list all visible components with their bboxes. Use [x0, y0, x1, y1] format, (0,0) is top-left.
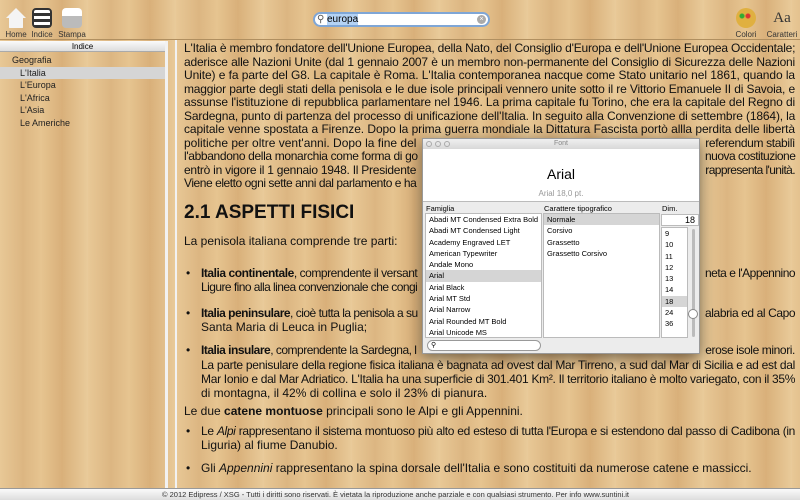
list-item[interactable]: Corsivo	[547, 226, 573, 236]
text-fragment: , comprendente il versant	[293, 266, 418, 280]
list-item[interactable]: Academy Engraved LET	[429, 237, 511, 247]
text-line: capitale venne spostata a Firenze. Dopo la prima guerra mondiale la Dittatura Fascista portò allla perdita delle libertà	[184, 122, 795, 136]
sidebar-item-italia[interactable]: L'Italia	[0, 67, 165, 80]
text-line: Mar Ionio e dal Mar Adriatico. L'Italia ha una superficie di 301.401 Km². Il territorio italiano è molto variegato, con il 35%	[201, 372, 796, 386]
text-fragment: rappresenta l'unità.	[705, 162, 795, 177]
text-fragment: erose isole minori.	[705, 343, 795, 357]
text-fragment: neta e l'Appennino	[705, 266, 796, 280]
sidebar-item-asia[interactable]: L'Asia	[20, 105, 45, 115]
home-icon	[6, 8, 26, 28]
text-line: Unite) e fa parte del G8. La capitale è Roma. L'Italia contemporanea nacque come Stato unitario nel 1861, quando la	[184, 68, 795, 82]
bullet-dot: •	[186, 424, 190, 438]
text-fragment: alabria ed al Capo	[705, 306, 796, 320]
text-fragment: referendum stabilì	[705, 135, 795, 150]
minimize-button[interactable]	[435, 141, 441, 147]
bold-term: catene montuose	[224, 404, 323, 418]
bullet-alpi	[186, 424, 796, 438]
sidebar-item-africa[interactable]: L'Africa	[20, 92, 50, 103]
search-icon: ⚲	[431, 342, 437, 349]
bullet-dot: •	[186, 343, 191, 357]
list-item[interactable]: 36	[665, 319, 674, 329]
font-panel-titlebar[interactable]	[423, 139, 699, 149]
list-item[interactable]: Normale	[544, 214, 659, 225]
sidebar-item-americhe[interactable]: Le Americhe	[20, 117, 71, 128]
section-heading: 2.1 ASPETTI FISICI	[184, 202, 355, 223]
colors-label: Colori	[735, 30, 757, 39]
clear-search-icon[interactable]: ×	[477, 15, 486, 24]
font-panel-title: Font	[553, 140, 568, 147]
list-item[interactable]: Abadi MT Condensed Extra Bold	[429, 215, 539, 224]
search-icon: ⚲	[317, 14, 325, 25]
text-fragment: Gli	[201, 461, 219, 475]
printer-icon	[62, 8, 82, 28]
index-label: Indice	[31, 30, 53, 39]
list-item[interactable]: 10	[665, 240, 674, 250]
text-line: La parte penisulare della regione fisica italiana è bagnata ad ovest dal Mar Tirreno, a sud dal Mar di Sicilia e ad est dal	[201, 358, 795, 372]
text-fragment: principali sono le Alpi e gli Appennini.	[322, 404, 523, 418]
bold-term: Italia peninsulare	[201, 306, 291, 320]
list-item[interactable]: 9	[665, 229, 670, 238]
font-panel	[422, 138, 700, 354]
size-list[interactable]	[661, 227, 688, 338]
text-fragment: politiche per oltre vent'anni. Dopo la fine del	[184, 135, 417, 150]
bullet-appennini	[186, 461, 795, 475]
list-item[interactable]: Arial	[426, 270, 541, 281]
slider-thumb[interactable]	[688, 309, 698, 319]
list-item[interactable]: 11	[665, 251, 673, 261]
text-fragment	[201, 266, 418, 280]
list-item[interactable]: Grassetto	[547, 237, 580, 247]
preview-info: Arial 18,0 pt.	[538, 189, 584, 198]
list-item[interactable]: Arial Narrow	[429, 305, 471, 315]
text-fragment: , comprendente la Sardegna, l	[270, 343, 417, 357]
font-icon: Aa	[773, 10, 791, 26]
font-preview	[423, 149, 699, 202]
print-button[interactable]	[56, 8, 88, 39]
list-item[interactable]: 13	[665, 274, 674, 284]
list-icon	[32, 8, 52, 28]
sidebar-header: Indice	[0, 41, 165, 52]
family-header: Famiglia	[426, 204, 455, 213]
text-line: Liguria) al fiume Danubio.	[201, 438, 338, 452]
preview-text: Arial	[546, 166, 575, 182]
list-item[interactable]: 12	[665, 262, 674, 272]
text-fragment: Viene eletto ogni sette anni dal parlamento e ha	[184, 176, 417, 190]
style-list[interactable]	[543, 213, 660, 338]
text-fragment: rappresentano la spina dorsale dell'Italia e sono costituiti da numerose catene e massicci.	[272, 461, 752, 475]
sidebar	[0, 41, 168, 488]
bullet-dot: •	[186, 306, 191, 320]
index-button[interactable]	[26, 8, 58, 39]
intro-text: La penisola italiana comprende tre parti:	[184, 234, 398, 248]
bullet-dot: •	[186, 461, 191, 475]
search-input[interactable]	[313, 12, 490, 27]
list-item[interactable]: 24	[665, 308, 674, 318]
fonts-label: Caratteri	[766, 30, 798, 39]
text-fragment: nuova costituzione	[705, 149, 796, 163]
text-line: L'Italia è membro fondatore dell'Unione Europea, della Nato, del Consiglio d'Europa e dell'Unione Europea Occidentale;	[184, 41, 796, 55]
text-fragment: l'abbandono della monarchia come forma di go	[184, 149, 418, 163]
text-fragment	[201, 306, 418, 320]
bold-term: Italia continentale	[201, 266, 294, 280]
font-search-input[interactable]	[427, 340, 541, 351]
text-fragment: rappresentano il sistema montuoso più alto ed esteso di tutta l'Europa e si estendono dal passo di Cadibona (in	[235, 424, 796, 438]
text-line: assunse l'istituzione di repubblica parlamentare nel 1946. La prima capitale fu Torino, che era la capitale del Regno di	[184, 95, 796, 109]
style-header: Carattere tipografico	[544, 204, 612, 213]
zoom-button[interactable]	[444, 141, 450, 147]
colors-button[interactable]	[730, 8, 762, 39]
list-item[interactable]: American Typewriter	[429, 248, 498, 258]
bold-term: Italia insulare	[201, 343, 271, 357]
sidebar-item-geografia[interactable]: Geografia	[12, 55, 52, 65]
print-label: Stampa	[58, 30, 86, 39]
chains-text	[184, 404, 795, 418]
list-item[interactable]: Grassetto Corsivo	[547, 248, 608, 258]
list-item[interactable]: Arial MT Std	[429, 294, 471, 304]
fonts-button[interactable]	[766, 8, 798, 39]
text-fragment: Le	[201, 424, 217, 438]
text-line: maggior parte degli stati della penisola e le due isole principali vennero unite sotto il re Vittorio Emanuele II di Savoia, e	[184, 81, 795, 96]
list-item[interactable]: Andale Mono	[429, 260, 474, 270]
text-fragment	[201, 343, 418, 357]
text-line: aderisce alle Nazioni Unite (dal 1 gennaio 2007 è un membro non-permanente del Consiglio di Sicurezza delle Nazioni	[184, 54, 795, 69]
bullet-dot: •	[186, 266, 191, 280]
text-line: di montagna, il 42% di collina e solo il 23% di pianura.	[201, 386, 488, 400]
toolbar	[0, 0, 800, 40]
text-fragment: Le due	[184, 404, 225, 418]
family-list[interactable]	[425, 213, 542, 338]
list-item[interactable]: 18	[662, 296, 687, 307]
footer: © 2012 Edipress / XSG - Tutti i diritti sono riservati. È vietata la riproduzione anche parziale e con qualsiasi strumento. Per info www.suntini.it	[0, 488, 800, 500]
italic-term: Appennini	[219, 461, 273, 475]
size-slider[interactable]	[692, 229, 695, 337]
size-input[interactable]: 18	[661, 214, 699, 226]
list-item[interactable]: 14	[665, 285, 674, 295]
close-button[interactable]	[426, 141, 432, 147]
italic-term: Alpi	[216, 424, 236, 438]
search-value: europa	[327, 14, 359, 25]
list-item[interactable]: Arial Unicode MS	[429, 327, 487, 337]
text-fragment: Ligure fino alla linea convenzionale che congi	[201, 280, 418, 294]
list-item[interactable]: Arial Black	[429, 282, 465, 292]
list-item[interactable]: Arial Rounded MT Bold	[429, 316, 507, 326]
text-fragment: entrò in vigore il 1 gennaio 1948. Il Presidente	[184, 162, 417, 177]
list-item[interactable]: Abadi MT Condensed Light	[429, 226, 520, 236]
sidebar-item-europa[interactable]: L'Europa	[20, 80, 56, 90]
size-header: Dim.	[662, 204, 678, 213]
palette-icon	[736, 8, 756, 28]
text-fragment: , cioè tutta la penisola a su	[290, 306, 418, 320]
text-fragment: Santa Maria di Leuca in Puglia;	[201, 320, 368, 334]
home-label: Home	[5, 30, 27, 39]
text-line: Sardegna, punto di partenza del processo di unificazione dell'Italia. In seguito alla Convenzione di settembre (1864), la	[184, 108, 796, 123]
